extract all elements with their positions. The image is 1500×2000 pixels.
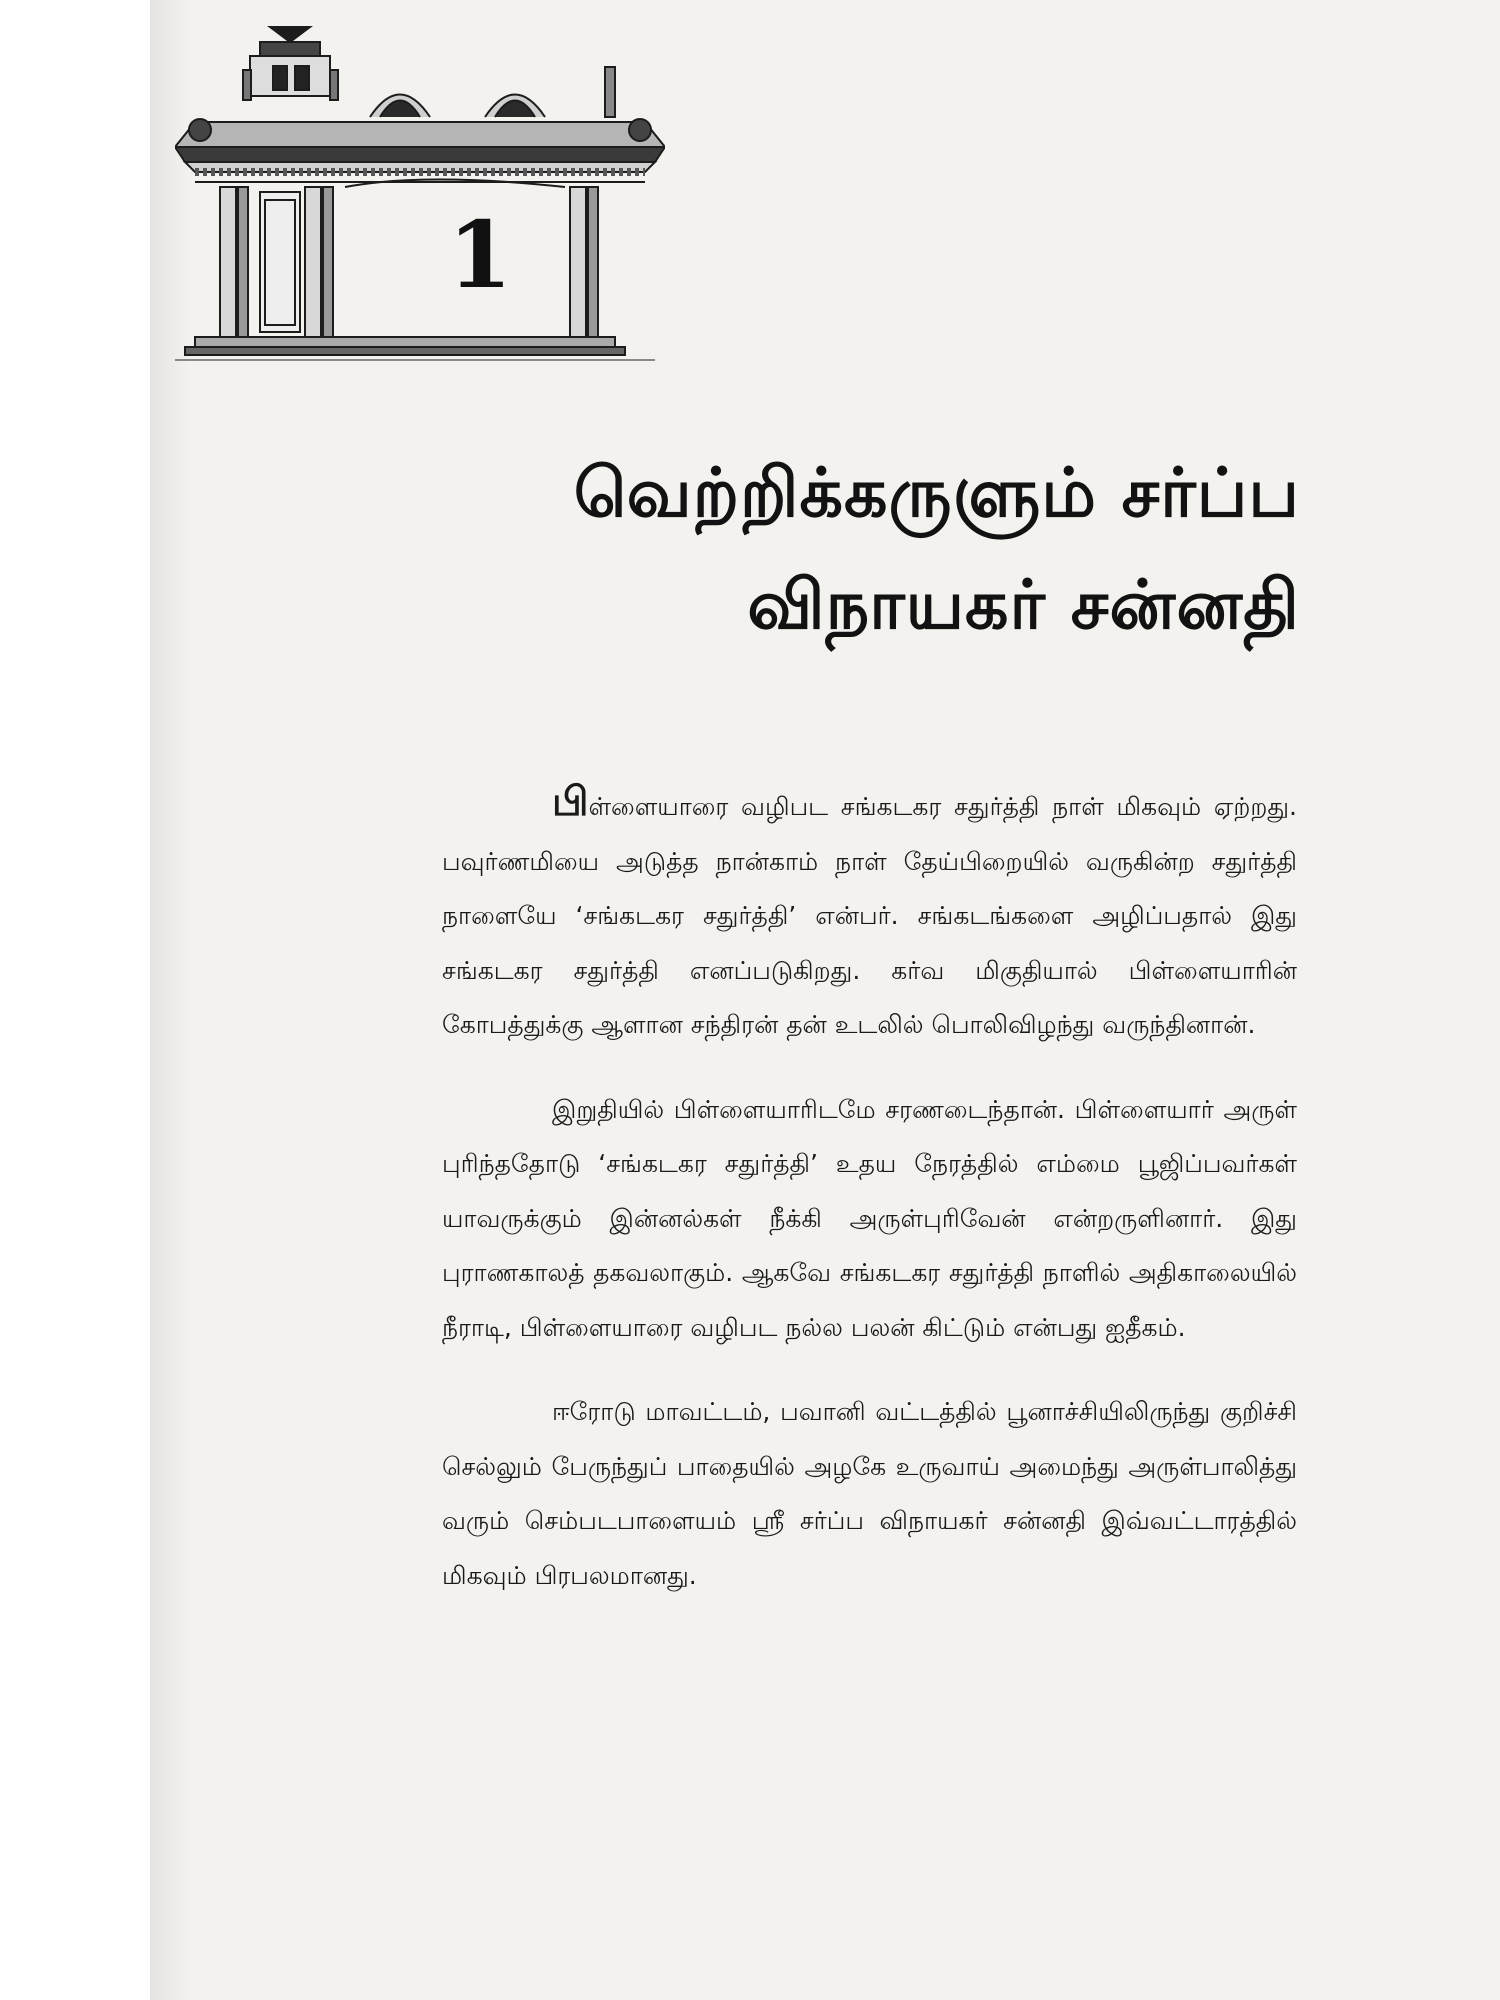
chapter-title-line-2: விநாயகர் சன்னதி	[747, 566, 1300, 645]
paragraph-2: இறுதியில் பிள்ளையாரிடமே சரணடைந்தான். பிள்ளையார் அருள் புரிந்ததோடு ‘சங்கடகர சதுர்த்தி’ உதய நேரத்தில் எம்மை பூஜிப்பவர்கள் யாவருக்கும் இன்னல்கள் நீக்கி அருள்புரிவேன் என்றருளினார். இது புராணகாலத் தகவலாகும். ஆகவே சங்கடகர சதுர்த்தி நாளில் அதிகாலையில் நீராடி, பிள்ளையாரை வழிபட நல்ல பலன் கிட்டும் என்பது ஐதீகம்.	[442, 1094, 1297, 1342]
paragraph-1-text: ள்ளையாரை வழிபட சங்கடகர சதுர்த்தி நாள் மிகவும் ஏற்றது. பவுர்ணமியை அடுத்த நான்காம் நாள் தேய்பிறையில் வருகின்ற சதுர்த்தி நாளையே ‘சங்கடகர சதுர்த்தி’ என்பர். சங்கடங்களை அழிப்பதால் இது சங்கடகர சதுர்த்தி எனப்படுகிறது. கர்வ மிகுதியால் பிள்ளையாரின் கோபத்துக்கு ஆளான சந்திரன் தன் உடலில் பொலிவிழந்து வருந்தினான்.	[442, 792, 1297, 1039]
paragraph-1	[442, 780, 1297, 1053]
chapter-title	[520, 438, 1300, 662]
paragraph-3: ஈரோடு மாவட்டம், பவானி வட்டத்தில் பூனாச்சியிலிருந்து குறிச்சி செல்லும் பேருந்துப் பாதையில் அழகே உருவாய் அமைந்து அருள்பாலித்து வரும் செம்படபாளையம் ஸ்ரீ சர்ப்ப விநாயகர் சன்னதி இவ்வட்டாரத்தில் மிகவும் பிரபலமானது.	[442, 1397, 1297, 1590]
temple-mandapam-icon	[175, 22, 665, 367]
chapter-title-line-1: வெற்றிக்கருளும் சர்ப்ப	[573, 454, 1300, 533]
chapter-body	[442, 780, 1297, 1633]
chapter-number: 1	[447, 201, 512, 309]
drop-cap: பி	[552, 779, 589, 825]
